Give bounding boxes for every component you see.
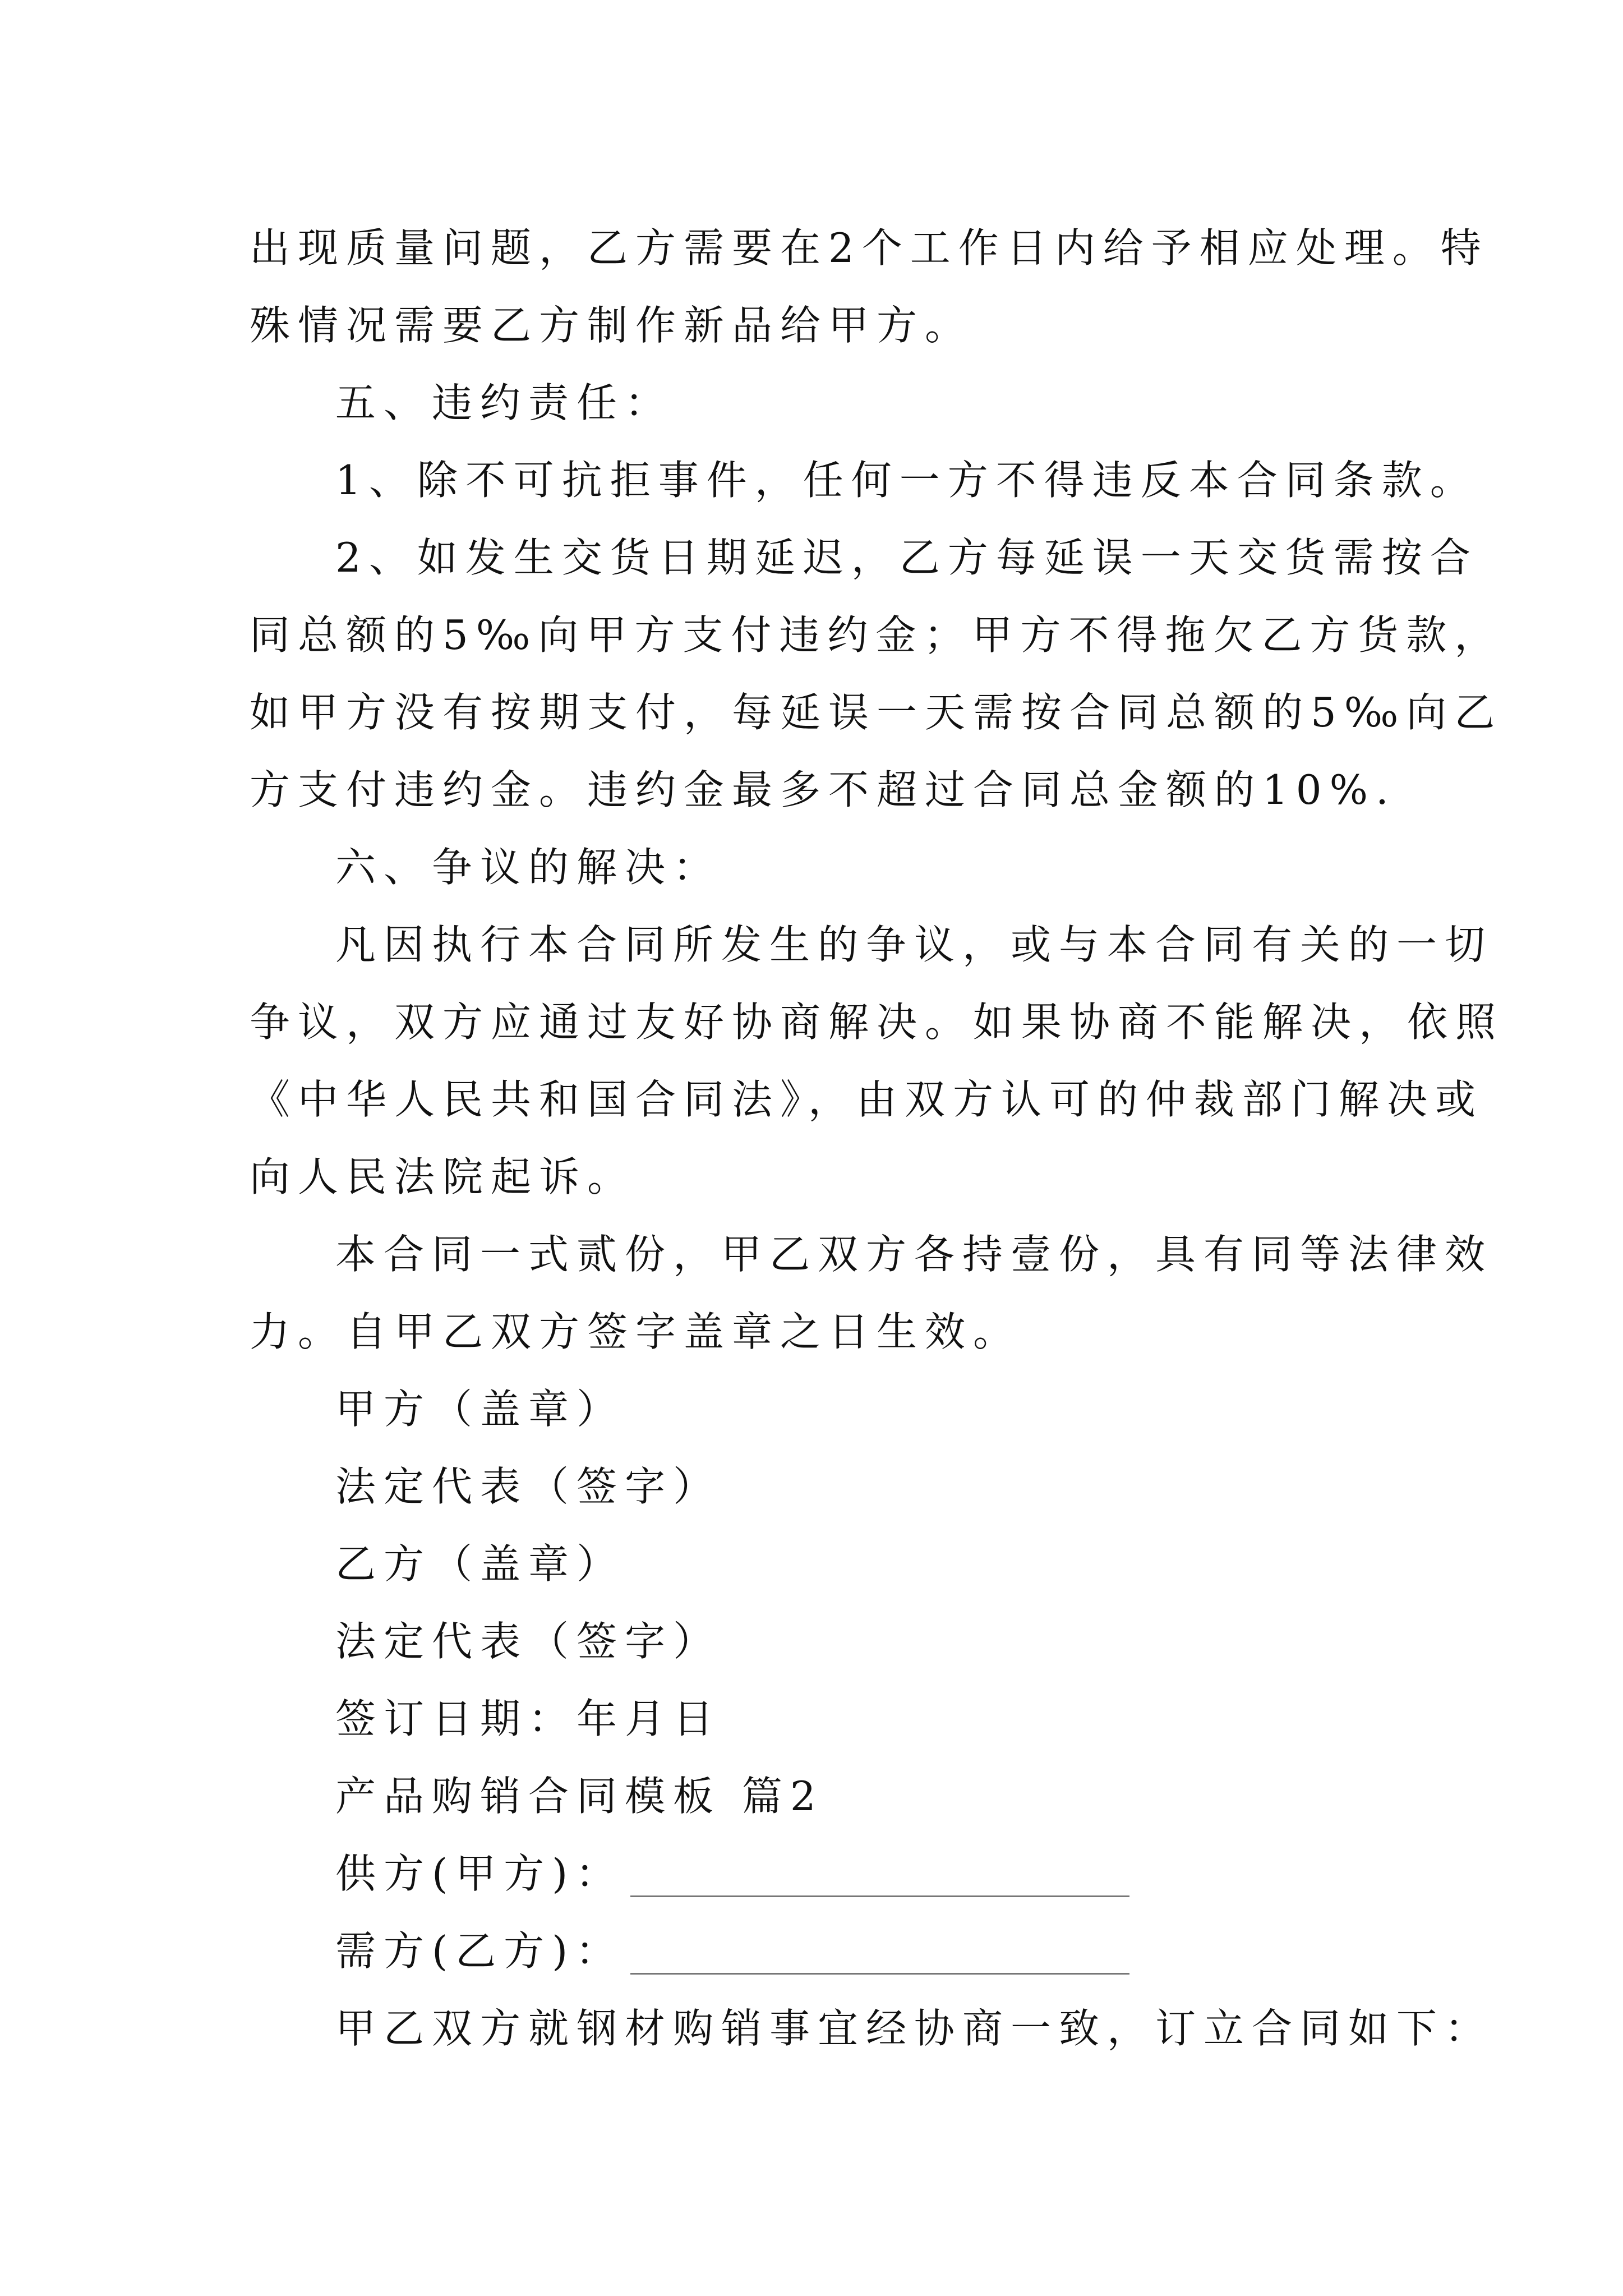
- clause-line: 1、除不可抗拒事件，任何一方不得违反本合同条款。: [335, 457, 1478, 504]
- signature-line: 法定代表（签字）: [335, 1463, 722, 1510]
- signature-line: 乙方（盖章）: [335, 1540, 625, 1588]
- paragraph-line: 争议，双方应通过友好协商解决。如果协商不能解决，依照: [250, 999, 1504, 1046]
- paragraph-line: 方支付违约金。违约金最多不超过合同总金额的10%.: [250, 766, 1396, 813]
- paragraph-line: 凡因执行本合同所发生的争议，或与本合同有关的一切: [335, 921, 1493, 968]
- paragraph-line: 力。自甲乙双方签字盖章之日生效。: [250, 1308, 1022, 1355]
- signature-line: 法定代表（签字）: [335, 1618, 722, 1665]
- date-line: 签订日期：年月日: [335, 1695, 722, 1742]
- buyer-fill-line: [630, 1973, 1129, 1975]
- paragraph-line: 同总额的5‰向甲方支付违约金；甲方不得拖欠乙方货款，: [250, 611, 1503, 659]
- supplier-fill-line: [630, 1895, 1129, 1897]
- signature-line: 甲方（盖章）: [335, 1386, 625, 1433]
- supplier-label: 供方(甲方)：: [335, 1850, 624, 1897]
- supplier-line: [335, 1846, 1129, 1902]
- paragraph-line: 本合同一式贰份，甲乙双方各持壹份，具有同等法律效: [335, 1231, 1493, 1278]
- paragraph-line: 《中华人民共和国合同法》，由双方认可的仲裁部门解决或: [250, 1076, 1484, 1123]
- paragraph-line: 如甲方没有按期支付，每延误一天需按合同总额的5‰向乙: [250, 689, 1503, 736]
- section-heading: 五、违约责任：: [335, 379, 674, 426]
- paragraph-line: 殊情况需要乙方制作新品给甲方。: [250, 302, 974, 349]
- buyer-label: 需方(乙方)：: [335, 1927, 624, 1975]
- section-heading: 六、争议的解决：: [335, 844, 722, 891]
- section-title: 产品购销合同模板 篇2: [335, 1773, 824, 1820]
- paragraph-line: 甲乙双方就钢材购销事宜经协商一致，订立合同如下：: [335, 2005, 1493, 2052]
- paragraph-line: 向人民法院起诉。: [250, 1153, 636, 1200]
- clause-line: 2、如发生交货日期延迟，乙方每延误一天交货需按合: [335, 534, 1478, 581]
- paragraph-line: 出现质量问题，乙方需要在2个工作日内给予相应处理。特: [250, 224, 1489, 272]
- buyer-line: [335, 1923, 1129, 1979]
